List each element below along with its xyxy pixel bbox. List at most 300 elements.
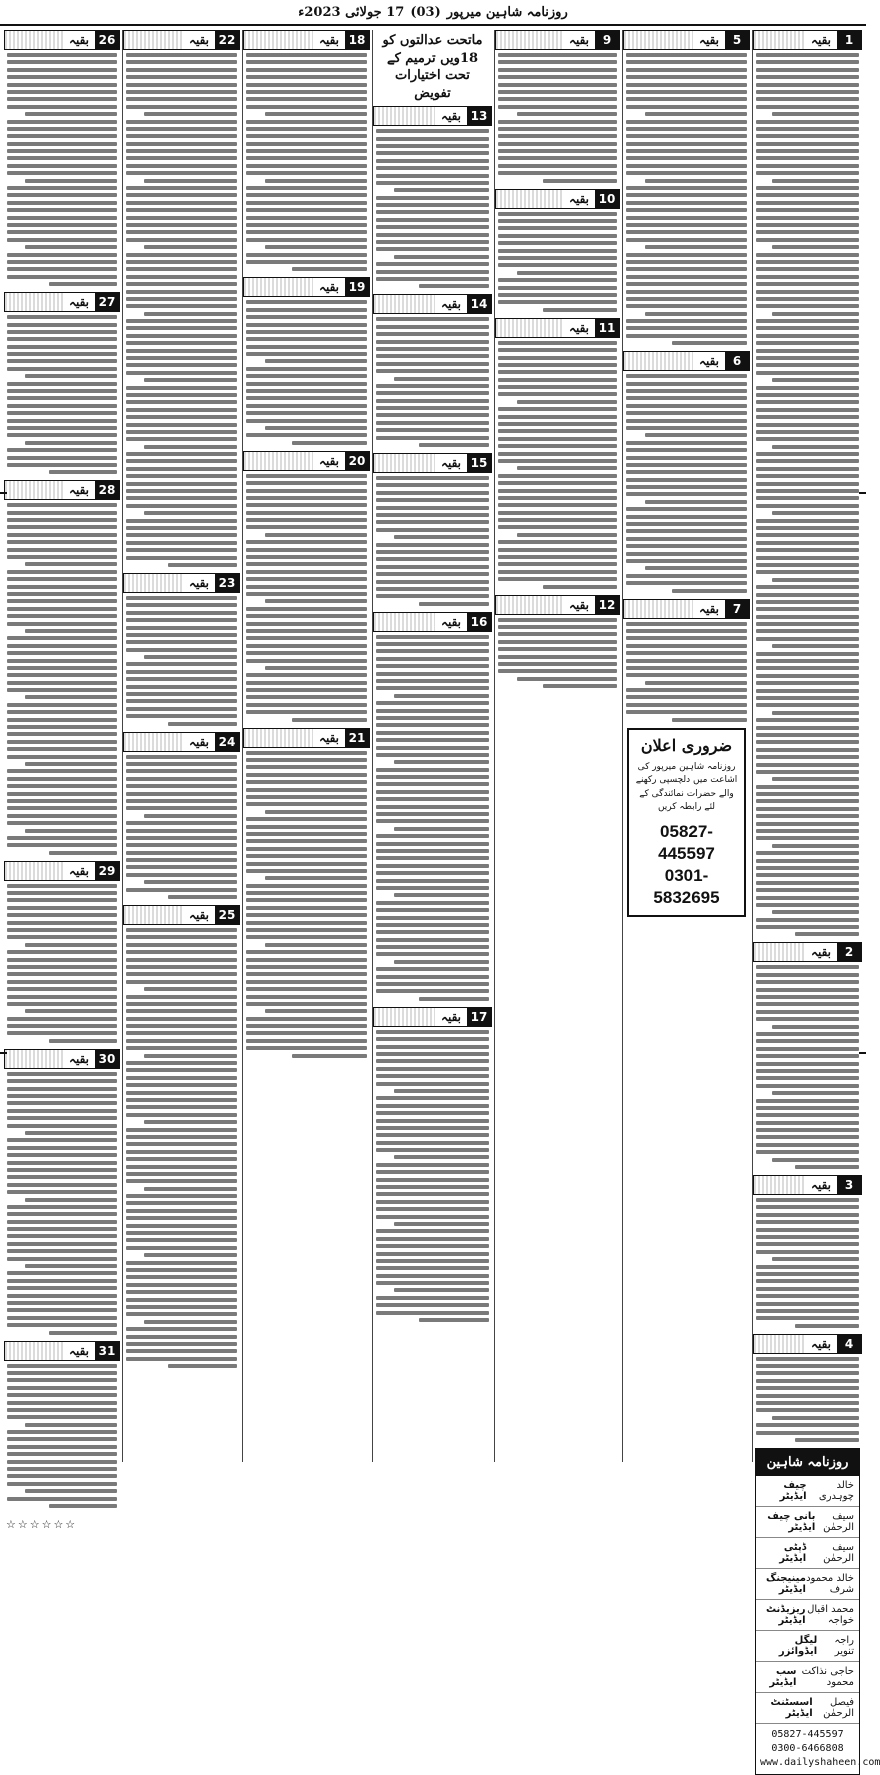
text-line	[246, 688, 367, 692]
text-line	[246, 156, 367, 160]
text-line	[246, 193, 367, 197]
text-line	[25, 1264, 117, 1268]
text-line	[246, 695, 367, 699]
text-line	[756, 223, 859, 227]
text-line	[376, 1259, 489, 1263]
text-line	[126, 1327, 237, 1331]
text-line	[376, 528, 489, 532]
text-line	[246, 935, 367, 939]
text-line	[498, 68, 617, 72]
block-label: بقیہ	[68, 1343, 89, 1358]
text-line	[498, 669, 617, 673]
text-line	[265, 876, 367, 880]
header-rule	[244, 278, 313, 296]
text-line	[7, 1482, 117, 1486]
continuation-block	[123, 573, 240, 726]
text-line	[246, 548, 367, 552]
block-number: 16	[467, 613, 491, 631]
text-line	[498, 618, 617, 622]
text-line	[246, 433, 367, 437]
text-line	[626, 622, 747, 626]
text-line	[756, 186, 859, 190]
text-line	[795, 1165, 859, 1169]
text-line	[498, 540, 617, 544]
text-line	[498, 525, 617, 529]
text-line	[756, 326, 859, 330]
text-line	[246, 260, 367, 264]
header-rule	[374, 107, 435, 125]
text-line	[25, 829, 117, 833]
header-rule	[244, 31, 313, 49]
continuation-block	[495, 318, 620, 589]
text-line	[756, 201, 859, 205]
text-line	[498, 90, 617, 94]
text-line	[756, 1032, 859, 1036]
text-line	[25, 943, 117, 947]
text-line	[626, 441, 747, 445]
text-line	[7, 987, 117, 991]
text-line	[7, 396, 117, 400]
block-header	[373, 612, 492, 632]
text-line	[126, 677, 237, 681]
text-line	[498, 219, 617, 223]
text-line	[7, 636, 117, 640]
text-line	[126, 1142, 237, 1146]
header-rule	[5, 862, 63, 880]
text-line	[246, 758, 367, 762]
text-line	[7, 389, 117, 393]
column-5	[242, 30, 370, 1462]
text-line	[756, 896, 859, 900]
text-line	[626, 478, 747, 482]
text-line	[756, 1371, 859, 1375]
continuation-block	[4, 30, 120, 286]
text-line	[126, 201, 237, 205]
text-line	[265, 943, 367, 947]
text-line	[376, 1229, 489, 1233]
text-line	[126, 792, 237, 796]
text-line	[376, 901, 489, 905]
text-line	[756, 570, 859, 574]
text-line	[626, 470, 747, 474]
continuation-block	[753, 1334, 862, 1442]
text-line	[498, 437, 617, 441]
text-line	[498, 577, 617, 581]
imprint-phone: 05827-445597	[771, 1728, 844, 1740]
text-line	[376, 1185, 489, 1189]
text-line	[756, 319, 859, 323]
text-line	[126, 519, 237, 523]
text-line	[394, 188, 489, 192]
text-line	[772, 378, 859, 382]
text-line	[498, 385, 617, 389]
text-line	[756, 60, 859, 64]
imprint-row	[756, 1569, 859, 1600]
text-line	[626, 522, 747, 526]
text-line	[126, 851, 237, 855]
imprint-phone-2: 0300-6466808	[771, 1742, 844, 1754]
text-line	[126, 1231, 237, 1235]
text-line	[376, 550, 489, 554]
text-line	[645, 433, 747, 437]
text-line	[126, 334, 237, 338]
text-line	[376, 930, 489, 934]
text-line	[543, 585, 617, 589]
text-line	[126, 230, 237, 234]
block-label: بقیہ	[568, 597, 589, 612]
text-line	[246, 884, 367, 888]
advertisement-box	[627, 728, 746, 917]
text-line	[246, 817, 367, 821]
text-line	[756, 973, 859, 977]
text-line	[645, 312, 747, 316]
text-line	[498, 632, 617, 636]
body-text	[623, 53, 750, 345]
text-line	[7, 330, 117, 334]
text-line	[626, 90, 747, 94]
text-line	[756, 1272, 859, 1276]
block-header	[753, 1175, 862, 1195]
ad-title: ضروری اعلان	[640, 735, 733, 755]
text-line	[756, 965, 859, 969]
text-line	[376, 686, 489, 690]
text-line	[498, 241, 617, 245]
text-line	[772, 179, 859, 183]
block-header	[753, 30, 862, 50]
text-line	[419, 443, 489, 447]
text-line	[246, 788, 367, 792]
text-line	[126, 393, 237, 397]
text-line	[498, 263, 617, 267]
text-line	[126, 1039, 237, 1043]
newspaper-page	[4, 30, 880, 1768]
text-line	[376, 384, 489, 388]
text-line	[376, 952, 489, 956]
text-line	[498, 655, 617, 659]
text-line	[126, 238, 237, 242]
text-line	[756, 733, 859, 737]
text-line	[7, 230, 117, 234]
imprint-name: حاجی نذاکت محمود	[801, 1665, 854, 1688]
text-line	[126, 699, 237, 703]
text-line	[144, 1187, 237, 1191]
text-line	[376, 723, 489, 727]
text-line	[376, 151, 489, 155]
text-line	[7, 275, 117, 279]
header-rule	[374, 1008, 435, 1026]
text-line	[756, 814, 859, 818]
text-line	[168, 722, 237, 726]
text-line	[126, 707, 237, 711]
text-line	[376, 1037, 489, 1041]
text-line	[626, 396, 747, 400]
text-line	[756, 629, 859, 633]
text-line	[756, 593, 859, 597]
text-line	[498, 459, 617, 463]
text-line	[756, 275, 859, 279]
text-line	[756, 90, 859, 94]
text-line	[126, 53, 237, 57]
body-text	[495, 53, 620, 183]
block-header	[4, 480, 120, 500]
text-line	[7, 540, 117, 544]
text-line	[246, 710, 367, 714]
text-line	[7, 1017, 117, 1021]
text-line	[7, 599, 117, 603]
text-line	[756, 1235, 859, 1239]
text-line	[144, 814, 237, 818]
block-number: 22	[215, 31, 239, 49]
text-line	[756, 1423, 859, 1427]
block-label: بقیہ	[698, 33, 719, 47]
text-line	[498, 212, 617, 216]
text-line	[756, 622, 859, 626]
text-line	[246, 382, 367, 386]
text-line	[246, 1039, 367, 1043]
text-line	[376, 240, 489, 244]
text-line	[626, 710, 747, 714]
text-line	[7, 1175, 117, 1179]
text-line	[7, 127, 117, 131]
text-line	[7, 688, 117, 692]
text-line	[756, 496, 859, 500]
text-line	[292, 441, 367, 445]
continuation-block	[753, 30, 862, 936]
text-line	[168, 563, 237, 567]
text-line	[376, 421, 489, 425]
text-line	[7, 1378, 117, 1382]
block-number: 7	[725, 600, 749, 618]
text-line	[7, 666, 117, 670]
text-line	[246, 60, 367, 64]
text-line	[144, 378, 237, 382]
text-line	[7, 898, 117, 902]
text-line	[376, 270, 489, 274]
text-line	[7, 1220, 117, 1224]
text-line	[756, 980, 859, 984]
text-line	[626, 53, 747, 57]
text-line	[376, 1059, 489, 1063]
text-line	[626, 304, 747, 308]
block-label: بقیہ	[698, 601, 719, 616]
text-line	[7, 164, 117, 168]
block-label: بقیہ	[318, 730, 339, 745]
text-line	[265, 179, 367, 183]
block-number: 1	[837, 31, 861, 49]
issue-date: 17 جولائی 2023ء	[298, 4, 405, 20]
text-line	[265, 1009, 367, 1013]
text-line	[376, 1274, 489, 1278]
imprint-contact	[756, 1724, 880, 1774]
text-line	[25, 1489, 117, 1493]
text-line	[376, 369, 489, 373]
text-line	[246, 489, 367, 493]
text-line	[7, 965, 117, 969]
continuation-block	[243, 30, 370, 271]
text-line	[25, 1198, 117, 1202]
text-line	[246, 253, 367, 257]
text-line	[626, 223, 747, 227]
imprint-role: ریزیڈنٹ ایڈیٹر	[765, 1603, 806, 1626]
text-line	[376, 989, 489, 993]
text-line	[246, 120, 367, 124]
column-3	[494, 30, 620, 1462]
block-label: بقیہ	[440, 1009, 461, 1024]
text-line	[246, 1046, 367, 1050]
text-line	[246, 847, 367, 851]
text-line	[756, 1309, 859, 1313]
text-line	[7, 732, 117, 736]
text-line	[7, 1234, 117, 1238]
text-line	[126, 769, 237, 773]
text-line	[756, 1106, 859, 1110]
block-label: بقیہ	[318, 280, 339, 295]
text-line	[645, 681, 747, 685]
text-line	[498, 105, 617, 109]
continuation-block	[123, 905, 240, 1368]
text-line	[756, 674, 859, 678]
text-line	[498, 511, 617, 515]
text-line	[626, 171, 747, 175]
block-number: 2	[837, 943, 861, 961]
text-line	[7, 1242, 117, 1246]
text-line	[756, 1084, 859, 1088]
text-line	[7, 75, 117, 79]
text-line	[756, 748, 859, 752]
text-line	[126, 223, 237, 227]
text-line	[7, 1437, 117, 1441]
text-line	[7, 68, 117, 72]
text-line	[126, 275, 237, 279]
text-line	[126, 290, 237, 294]
text-line	[498, 562, 617, 566]
text-line	[626, 651, 747, 655]
text-line	[756, 829, 859, 833]
continuation-block	[123, 30, 240, 567]
text-line	[7, 193, 117, 197]
block-header	[373, 294, 492, 314]
text-line	[756, 408, 859, 412]
text-line	[756, 149, 859, 153]
text-line	[144, 445, 237, 449]
text-line	[7, 980, 117, 984]
text-line	[144, 655, 237, 659]
body-text	[4, 315, 120, 474]
text-line	[756, 881, 859, 885]
text-line	[772, 1158, 859, 1162]
text-line	[126, 467, 237, 471]
text-line	[7, 142, 117, 146]
text-line	[376, 362, 489, 366]
text-line	[126, 526, 237, 530]
text-line	[126, 156, 237, 160]
text-line	[376, 594, 489, 598]
imprint-website[interactable]: www.dailyshaheen.com	[760, 1756, 880, 1768]
text-line	[126, 386, 237, 390]
text-line	[626, 419, 747, 423]
text-line	[756, 1379, 859, 1383]
text-line	[626, 507, 747, 511]
text-line	[756, 482, 859, 486]
header-rule	[374, 613, 435, 631]
continuation-block	[4, 480, 120, 854]
text-line	[756, 415, 859, 419]
block-header	[623, 351, 750, 371]
text-line	[7, 105, 117, 109]
text-line	[376, 731, 489, 735]
text-line	[126, 1157, 237, 1161]
text-line	[126, 423, 237, 427]
text-line	[7, 503, 117, 507]
text-line	[246, 703, 367, 707]
text-line	[246, 367, 367, 371]
text-line	[756, 156, 859, 160]
text-line	[756, 866, 859, 870]
text-line	[126, 648, 237, 652]
text-line	[756, 1265, 859, 1269]
text-line	[246, 987, 367, 991]
text-line	[126, 282, 237, 286]
imprint-box	[755, 1448, 880, 1775]
block-number: 19	[345, 278, 369, 296]
text-line	[376, 782, 489, 786]
text-line	[126, 640, 237, 644]
continuation-block	[373, 106, 492, 288]
text-line	[126, 319, 237, 323]
text-line	[376, 203, 489, 207]
text-line	[376, 679, 489, 683]
text-line	[126, 164, 237, 168]
text-line	[7, 1371, 117, 1375]
text-line	[756, 799, 859, 803]
text-line	[376, 520, 489, 524]
fold-mark	[0, 492, 7, 494]
text-line	[126, 596, 237, 600]
body-text	[373, 129, 492, 288]
text-line	[7, 1364, 117, 1368]
block-number: 9	[595, 31, 619, 49]
text-line	[126, 888, 237, 892]
text-line	[7, 740, 117, 744]
text-line	[756, 1316, 859, 1320]
text-line	[7, 585, 117, 589]
text-line	[376, 701, 489, 705]
text-line	[7, 747, 117, 751]
block-header	[4, 861, 120, 881]
text-line	[498, 226, 617, 230]
text-line	[7, 1445, 117, 1449]
text-line	[498, 278, 617, 282]
text-line	[7, 1386, 117, 1390]
text-line	[126, 685, 237, 689]
text-line	[25, 1131, 117, 1135]
text-line	[7, 208, 117, 212]
text-line	[756, 75, 859, 79]
imprint-name: سیف الرحمٰن	[823, 1541, 854, 1564]
text-line	[246, 1031, 367, 1035]
text-line	[376, 565, 489, 569]
text-line	[376, 137, 489, 141]
block-header	[123, 30, 240, 50]
text-line	[756, 105, 859, 109]
text-line	[126, 843, 237, 847]
text-line	[246, 780, 367, 784]
text-line	[292, 718, 367, 722]
text-line	[543, 179, 617, 183]
header-rule	[374, 295, 435, 313]
text-line	[246, 300, 367, 304]
text-line	[7, 1087, 117, 1091]
